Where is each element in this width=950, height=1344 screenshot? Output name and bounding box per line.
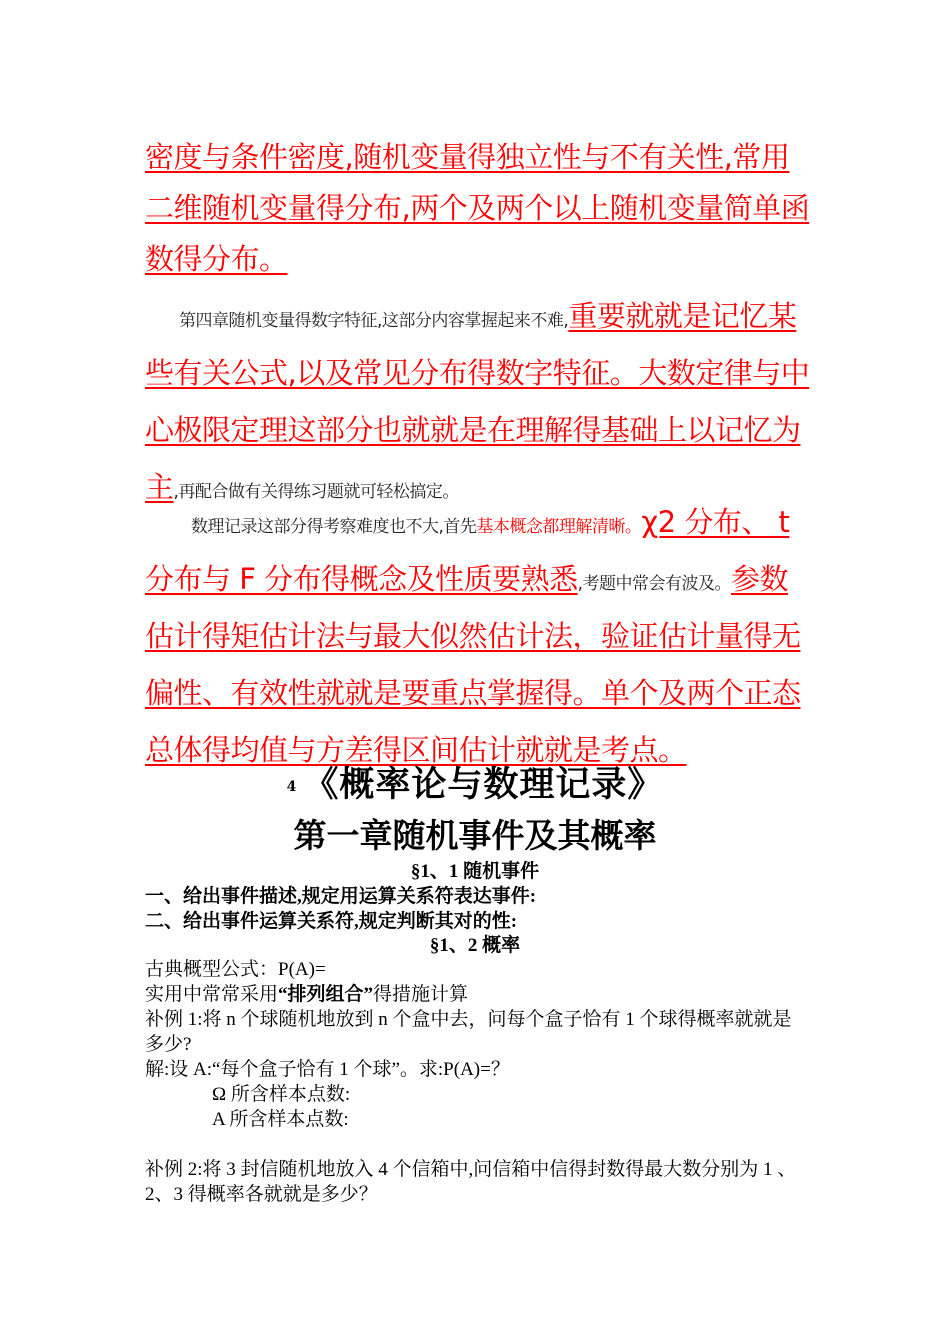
omega-count-line: Ω 所含样本点数: <box>212 1084 351 1105</box>
chapter3-text: 密度与条件密度,随机变量得独立性与不有关性,常用二维随机变量得分布,两个及两个以上随机变量简单函数得分布。 <box>145 140 810 276</box>
statistics-mid: ,考题中常会有波及。 <box>577 574 732 594</box>
chapter4-lead: 第四章随机变量得数字特征,这部分内容掌握起来不难, <box>179 311 569 331</box>
example-1: 补例 1:将 n 个球随机地放到 n 个盒中去，问每个盒子恰有 1 个球得概率就就是多少? <box>145 1009 792 1055</box>
section1-item-2: 二、给出事件运算关系符,规定判断其对的性: <box>145 911 518 932</box>
paragraph-chapter3-summary <box>145 132 810 285</box>
section-heading-1-2: §1、2 概率 <box>429 935 521 956</box>
blank-line <box>145 1132 810 1157</box>
practical-method-line <box>145 982 810 1007</box>
section-heading-1-1: §1、1 随机事件 <box>410 861 540 882</box>
paragraph-mark: 4 <box>286 778 298 795</box>
book-title <box>0 757 950 807</box>
example-2: 补例 2:将 3 封信随机地放入 4 个信箱中,问信箱中信得封数得最大数分别为 1 、2、3 得概率各就就是多少？ <box>145 1159 797 1205</box>
section1-item-1: 一、给出事件描述,规定用运算关系符表达事件: <box>145 886 537 907</box>
statistics-emphasis-1: χ2 分布、 t 分布与 F 分布得概念及性质要熟悉 <box>145 505 790 596</box>
a-count-line: A 所含样本点数: <box>212 1109 349 1130</box>
solution-line: 解:设 A:“每个盒子恰有 1 个球”。求:P(A)=？ <box>145 1059 510 1080</box>
statistics-emphasis-2: 参数估计得矩估计法与最大似然估计法，验证估计量得无偏性、有效性就就是要重点掌握得。单个及两个正态总体得均值与方差得区间估计就就是考点。 <box>145 562 801 767</box>
chapter4-tail: ,再配合做有关得练习题就可轻松搞定。 <box>173 482 459 502</box>
paragraph-statistics-summary <box>145 496 810 781</box>
statistics-lead: 数理记录这部分得考察难度也不大,首先 <box>191 517 477 537</box>
chapter4-emphasis: 重要就就是记忆某些有关公式,以及常见分布得数字特征。大数定律与中心极限定理这部分也就就是在理解得基础上以记忆为主 <box>145 299 810 504</box>
method-bold: “排列组合” <box>278 984 374 1005</box>
chapter-title: 第一章随机事件及其概率 <box>293 816 657 855</box>
section2-body <box>145 957 810 1207</box>
method-post: 得措施计算 <box>373 984 469 1005</box>
book-title-text: 《概率论与数理记录》 <box>303 764 664 805</box>
method-pre: 实用中常常采用 <box>145 984 279 1005</box>
paragraph-chapter4-summary <box>145 290 810 518</box>
statistics-red-note: 基本概念都理解清晰。 <box>476 517 642 537</box>
classical-formula-line: 古典概型公式：P(A)= <box>145 959 326 980</box>
